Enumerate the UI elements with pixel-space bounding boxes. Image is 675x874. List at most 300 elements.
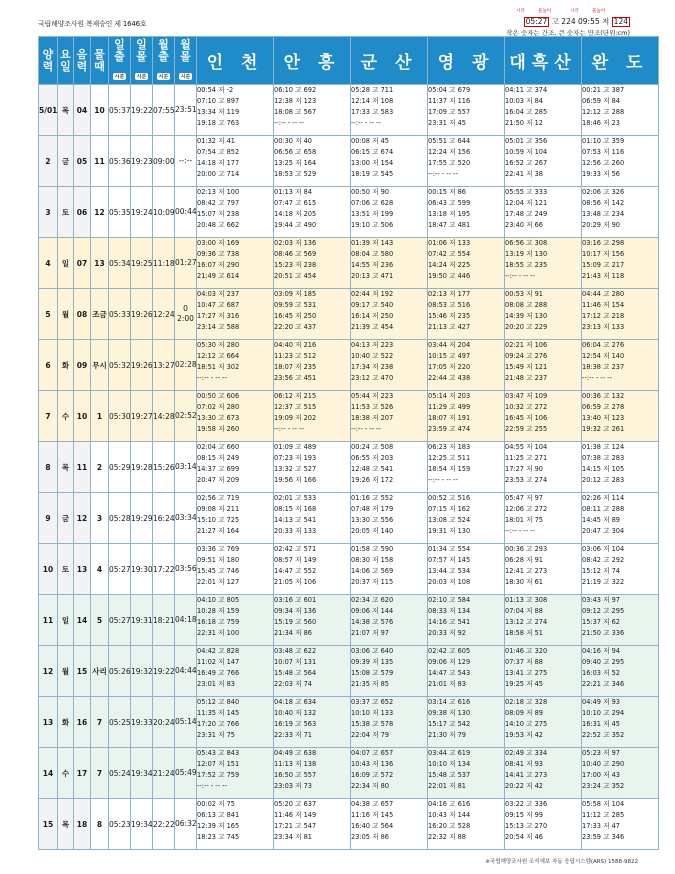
tide-entry: --:-- - -- -- [505,272,535,280]
tide-entry: 04:42 고 828 [197,647,240,655]
tide-entry: 21:07 저 97 [351,629,389,637]
col-sunset-unit: 시분 [136,74,147,80]
tide-entry: 09:24 고 276 [505,352,548,360]
tide-entry: 10:10 고 294 [582,709,625,717]
tide-entry: 10:59 저 104 [505,148,548,156]
station-tides [582,748,659,799]
station-tides [274,391,351,442]
station-tides [197,238,274,289]
col-weekday: 요일 [58,37,74,85]
tide-entry: 15:38 고 578 [351,720,394,728]
tide-entry: 20:47 저 209 [197,476,240,484]
tide-entry: --:-- - -- -- [582,374,612,382]
tide-entry: 16:04 고 285 [505,108,548,116]
station-tides [274,595,351,646]
tide-entry: 16:20 고 528 [428,822,471,830]
tide-entry: 17:05 저 220 [428,363,471,371]
tide-entry: 15:49 저 121 [505,363,548,371]
moonrise-time: 07:55 [153,85,175,136]
tide-entry: 22:20 고 437 [274,323,317,331]
station-tides [351,799,428,850]
tide-entry: 04:11 고 374 [505,86,548,94]
moonset-time: 05:14 [175,697,197,748]
station-tides [197,391,274,442]
station-tides [428,238,505,289]
tide-entry: 16:45 저 106 [505,414,548,422]
table-row [39,799,659,850]
tide-entry: 03:44 저 204 [428,341,471,349]
tide-phase: 조금 [91,289,109,340]
tide-entry: 17:33 고 583 [351,108,394,116]
tide-entry: 00:08 저 45 [351,137,389,145]
tide-entry: 20:37 저 115 [351,578,394,586]
tide-entry: 18:53 고 529 [274,170,317,178]
station-tides [274,697,351,748]
tide-entry: 04:16 저 94 [582,647,620,655]
tide-entry: 11:25 고 271 [505,454,548,462]
sunset-time: 19:24 [131,187,153,238]
tide-entry: 20:51 고 454 [274,272,317,280]
tide-entry: 11:46 저 149 [274,811,317,819]
moonrise-time: 21:24 [153,748,175,799]
moonset-time: 23:51 [175,85,197,136]
tide-entry: 04:38 고 657 [351,800,394,808]
tide-entry: 02:18 고 328 [505,698,548,706]
tide-entry: 04:07 고 657 [351,749,394,757]
region-gunsan: 군 산 [351,37,428,85]
station-tides [197,340,274,391]
tide-entry: 21:30 저 79 [428,731,466,739]
tide-entry: 17:12 고 218 [582,312,625,320]
station-tides [428,799,505,850]
lunar-date: 10 [74,391,91,442]
tide-entry: 22:01 저 81 [428,782,466,790]
tide-entry: 08:30 저 158 [351,556,394,564]
tide-entry: 09:51 저 180 [197,556,240,564]
tide-entry: --:-- - -- -- [428,170,458,178]
legend-example [524,16,630,27]
tide-entry: 12:07 저 151 [197,760,240,768]
station-tides [197,595,274,646]
tide-entry: 02:44 저 192 [351,290,394,298]
tide-entry: 00:24 고 508 [351,443,394,451]
tide-entry: 13:51 저 199 [351,210,394,218]
tide-entry: 10:10 저 133 [351,709,394,717]
tide-entry: 07:23 저 193 [274,454,317,462]
tide-entry: 11:13 저 138 [274,760,317,768]
tide-entry: 17:27 저 90 [505,465,543,473]
station-tides [274,187,351,238]
station-tides [428,442,505,493]
tide-entry: 20:48 고 662 [197,221,240,229]
lunar-date: 17 [74,748,91,799]
tide-entry: 21:49 고 614 [197,272,240,280]
tide-entry: 10:40 저 132 [274,709,317,717]
tide-entry: 07:04 저 88 [505,607,543,615]
tide-entry: 17:27 저 316 [197,312,240,320]
tide-entry: 09:34 저 136 [274,607,317,615]
tide-entry: 17:52 고 759 [197,771,240,779]
tide-entry: 04:10 고 805 [197,596,240,604]
tide-entry: 02:13 저 177 [428,290,471,298]
tide-entry: 17:20 고 766 [197,720,240,728]
col-moonset-label: 월몰 [180,38,191,63]
tide-entry: 08:57 저 149 [274,556,317,564]
tide-entry: 17:21 고 547 [274,822,317,830]
legend-time-box: 05:27 [525,17,548,26]
tide-entry: 14:15 저 105 [582,465,625,473]
station-tides [428,136,505,187]
tide-entry: 20:54 저 46 [505,833,543,841]
station-tides [274,493,351,544]
tide-entry: 22:34 저 80 [351,782,389,790]
sunrise-time: 05:30 [109,391,131,442]
station-tides [505,340,582,391]
tide-entry: 20:13 고 471 [351,272,394,280]
tide-entry: 14:18 저 177 [197,159,240,167]
tide-entry: 21:50 고 336 [582,629,625,637]
tide-entry: --:-- - -- -- [197,782,227,790]
station-tides [274,646,351,697]
lunar-date: 08 [74,289,91,340]
moonrise-time: 10:09 [153,187,175,238]
tide-entry: 08:15 저 249 [197,454,240,462]
moonset-time: 0 2:00 [175,289,197,340]
moonset-time: 03:34 [175,493,197,544]
tide-entry: 19:18 고 763 [197,119,240,127]
lunar-date: 16 [74,697,91,748]
station-tides [197,799,274,850]
tide-entry: 19:31 저 130 [428,527,471,535]
legend-mini-height2: 물높이 [592,9,606,14]
solar-date: 3 [39,187,58,238]
tide-entry: 22:44 고 438 [428,374,471,382]
weekday: 목 [58,442,74,493]
tide-entry: 05:43 고 843 [197,749,240,757]
sunrise-time: 05:25 [109,697,131,748]
tide-entry: 05:58 저 104 [582,800,625,808]
station-tides [582,595,659,646]
moonrise-time: 14:28 [153,391,175,442]
legend-mini-time2: 시각 [570,9,579,14]
tide-entry: 08:42 고 797 [197,199,240,207]
tide-entry: 23:03 저 73 [274,782,312,790]
tide-entry: 01:32 저 41 [197,137,235,145]
tide-entry: 01:16 고 552 [351,494,394,502]
tide-entry: 18:01 저 75 [505,516,543,524]
tide-entry: 20:00 고 714 [197,170,240,178]
tide-entry: 06:56 고 658 [274,148,317,156]
tide-entry: 13:12 고 274 [505,618,548,626]
tide-entry: 01:09 고 489 [274,443,317,451]
tide-entry: 14:55 저 236 [351,261,394,269]
col-tide-phase: 물때 [91,37,109,85]
station-tides [582,289,659,340]
table-row [39,391,659,442]
sunrise-time: 05:23 [109,799,131,850]
tide-entry: 11:53 고 526 [351,403,394,411]
tide-phase: 사리 [91,646,109,697]
tide-entry: 01:34 고 554 [428,545,471,553]
region-anheung: 안 흥 [274,37,351,85]
station-tides [582,544,659,595]
moonset-time: 05:49 [175,748,197,799]
region-wando: 완 도 [582,37,659,85]
tide-entry: 02:04 고 660 [197,443,240,451]
tide-entry: 09:08 저 211 [197,505,240,513]
tide-entry: 01:39 저 143 [351,239,394,247]
solar-date: 12 [39,646,58,697]
col-sunrise [109,37,131,85]
tide-entry: 05:04 고 679 [428,86,471,94]
tide-entry: 11:23 고 512 [274,352,317,360]
tide-entry: 13:34 저 119 [197,108,240,116]
tide-entry: 22:21 고 346 [582,680,625,688]
tide-entry: 14:18 저 205 [274,210,317,218]
station-tides [428,544,505,595]
tide-entry: 12:37 고 515 [274,403,317,411]
solar-date: 6 [39,340,58,391]
tide-entry: 23:13 저 133 [582,323,625,331]
tide-entry: 14:47 고 543 [428,669,471,677]
tide-entry: 03:16 고 298 [582,239,625,247]
tide-entry: 03:43 저 97 [582,596,620,604]
tide-entry: 19:26 저 172 [351,476,394,484]
col-sunrise-label: 일출 [114,38,125,63]
moonrise-time: 09:00 [153,136,175,187]
table-row [39,595,659,646]
tide-entry: 14:41 고 273 [505,771,548,779]
moonset-time: 04:44 [175,646,197,697]
tide-entry: 09:39 저 135 [351,658,394,666]
lunar-date: 04 [74,85,91,136]
tide-phase: 4 [91,544,109,595]
tide-entry: 18:38 고 237 [582,363,625,371]
station-tides [351,391,428,442]
tide-entry: 11:16 저 145 [351,811,394,819]
tide-entry: 08:15 저 168 [274,505,317,513]
tide-entry: 22:33 저 71 [274,731,312,739]
table-row [39,289,659,340]
station-tides [428,391,505,442]
lunar-date: 13 [74,544,91,595]
tide-entry: 19:32 고 261 [582,425,625,433]
tide-entry: 13:30 고 673 [197,414,240,422]
moonset-time: 03:14 [175,442,197,493]
table-row [39,136,659,187]
tide-entry: 14:24 저 225 [428,261,471,269]
moonset-time: --:-- [175,136,197,187]
tide-entry: 19:56 저 166 [274,476,317,484]
solar-date: 15 [39,799,58,850]
tide-entry: 03:37 고 652 [351,698,394,706]
tide-entry: 21:27 저 164 [197,527,240,535]
tide-entry: 15:19 고 560 [274,618,317,626]
sunrise-time: 05:35 [109,187,131,238]
station-tides [428,493,505,544]
sunrise-time: 05:28 [109,493,131,544]
weekday: 수 [58,391,74,442]
legend-high-value: 224 [561,17,576,26]
tide-entry: 14:13 고 541 [274,516,317,524]
tide-entry: 06:12 저 215 [274,392,317,400]
tide-entry: 02:34 고 620 [351,596,394,604]
station-tides [428,697,505,748]
tide-entry: 05:01 고 356 [505,137,548,145]
lunar-date: 14 [74,595,91,646]
moonrise-time: 11:18 [153,238,175,289]
station-tides [582,85,659,136]
sunrise-time: 05:34 [109,238,131,289]
station-tides [351,595,428,646]
tide-entry: --:-- - -- -- [197,374,227,382]
tide-entry: 18:46 저 23 [582,119,620,127]
tide-entry: 10:32 고 272 [505,403,548,411]
station-tides [351,442,428,493]
tide-entry: 03:48 고 622 [274,647,317,655]
tide-entry: 19:50 고 446 [428,272,471,280]
tide-entry: 21:13 고 427 [428,323,471,331]
station-tides [505,442,582,493]
tide-entry: 18:30 저 61 [505,578,543,586]
tide-entry: 22:04 저 79 [351,731,389,739]
tide-entry: 06:55 저 203 [351,454,394,462]
legend-low-label: 저 [602,17,610,26]
moonset-time: 00:44 [175,187,197,238]
tide-entry: 11:12 고 285 [582,811,625,819]
tide-entry: 03:09 저 185 [274,290,317,298]
tide-entry: 23:31 저 45 [428,119,466,127]
tide-entry: 05:14 저 203 [428,392,471,400]
tide-entry: 16:40 고 564 [351,822,394,830]
tide-entry: 11:35 저 145 [197,709,240,717]
tide-entry: 10:07 저 131 [274,658,317,666]
sunset-time: 19:27 [131,391,153,442]
tide-entry: 18:07 저 235 [274,363,317,371]
weekday: 토 [58,544,74,595]
station-tides [505,544,582,595]
tide-entry: --:-- - -- -- [351,119,381,127]
tide-entry: 19:33 저 56 [582,170,620,178]
tide-entry: 23:05 저 86 [351,833,389,841]
tide-entry: --:-- - -- -- [274,425,304,433]
tide-entry: 20:33 저 133 [274,527,317,535]
tide-entry: 00:36 고 293 [505,545,548,553]
station-tides [197,697,274,748]
col-moonset [175,37,197,85]
station-tides [582,187,659,238]
sunrise-time: 05:37 [109,85,131,136]
solar-date: 14 [39,748,58,799]
station-tides [505,391,582,442]
sunrise-time: 05:26 [109,646,131,697]
station-tides [351,136,428,187]
table-row [39,340,659,391]
approval-note: 국립해양조사원 복제승인 제 1646호 [38,20,147,28]
tide-entry: 06:13 고 841 [197,811,240,819]
tide-entry: 05:51 고 644 [428,137,471,145]
tide-entry: 13:41 고 275 [505,669,548,677]
station-tides [351,544,428,595]
tide-entry: 12:38 저 123 [274,97,317,105]
tide-phase: 3 [91,493,109,544]
table-row [39,442,659,493]
tide-entry: 23:31 저 75 [197,731,235,739]
tide-entry: 07:10 고 897 [197,97,240,105]
station-tides [428,595,505,646]
sunset-time: 19:22 [131,85,153,136]
region-incheon: 인 천 [197,37,274,85]
tide-entry: 21:35 저 85 [351,680,389,688]
tide-entry: 04:49 저 93 [582,698,620,706]
tide-entry: 19:25 저 45 [505,680,543,688]
tide-entry: 07:48 저 179 [351,505,394,513]
tide-entry: 01:13 저 84 [274,188,312,196]
moonrise-time: 12:24 [153,289,175,340]
tide-entry: 20:22 저 42 [505,782,543,790]
sunrise-time: 05:27 [109,544,131,595]
tide-entry: 12:41 고 273 [505,567,548,575]
lunar-date: 05 [74,136,91,187]
tide-phase: 10 [91,85,109,136]
tide-entry: 05:20 고 637 [274,800,317,808]
weekday: 토 [58,187,74,238]
moonrise-time: 17:22 [153,544,175,595]
tide-entry: 13:32 고 527 [274,465,317,473]
tide-entry: 18:54 저 159 [428,465,471,473]
moonrise-time: 15:26 [153,442,175,493]
tide-entry: 00:36 고 132 [582,392,625,400]
tide-phase: 1 [91,391,109,442]
tide-entry: 08:56 저 142 [582,199,625,207]
tide-entry: 15:07 저 238 [197,210,240,218]
tide-entry: 17:00 저 43 [582,771,620,779]
station-tides [505,595,582,646]
region-daeheuksan: 대흑산 [505,37,582,85]
table-row [39,748,659,799]
station-tides [582,442,659,493]
station-tides [351,697,428,748]
legend-high-label: 고 [551,17,559,26]
tide-entry: 14:38 고 576 [351,618,394,626]
tide-entry: 06:15 고 674 [351,148,394,156]
moonrise-time: 16:24 [153,493,175,544]
sunset-time: 19:25 [131,238,153,289]
legend-mini-time1: 시각 [516,9,525,14]
tide-entry: 23:24 고 352 [582,782,625,790]
tide-entry: 08:53 고 516 [428,301,471,309]
tide-entry: 12:25 고 511 [428,454,471,462]
sunset-time: 19:26 [131,289,153,340]
tide-entry: 08:41 저 93 [505,760,543,768]
sunrise-time: 05:29 [109,442,131,493]
sunset-time: 19:32 [131,646,153,697]
tide-entry: 02:49 고 334 [505,749,548,757]
tide-entry: 18:55 고 235 [505,261,548,269]
station-tides [274,442,351,493]
tide-entry: 13:48 고 234 [582,210,625,218]
tide-entry: 00:52 고 516 [428,494,471,502]
station-tides [505,136,582,187]
tide-entry: 05:30 저 280 [197,341,240,349]
station-tides [582,646,659,697]
tide-entry: 10:03 저 84 [505,97,543,105]
sunrise-time: 05:32 [109,340,131,391]
tide-entry: 20:29 저 90 [582,221,620,229]
station-tides [428,289,505,340]
moonset-time: 01:27 [175,238,197,289]
weekday: 목 [58,85,74,136]
